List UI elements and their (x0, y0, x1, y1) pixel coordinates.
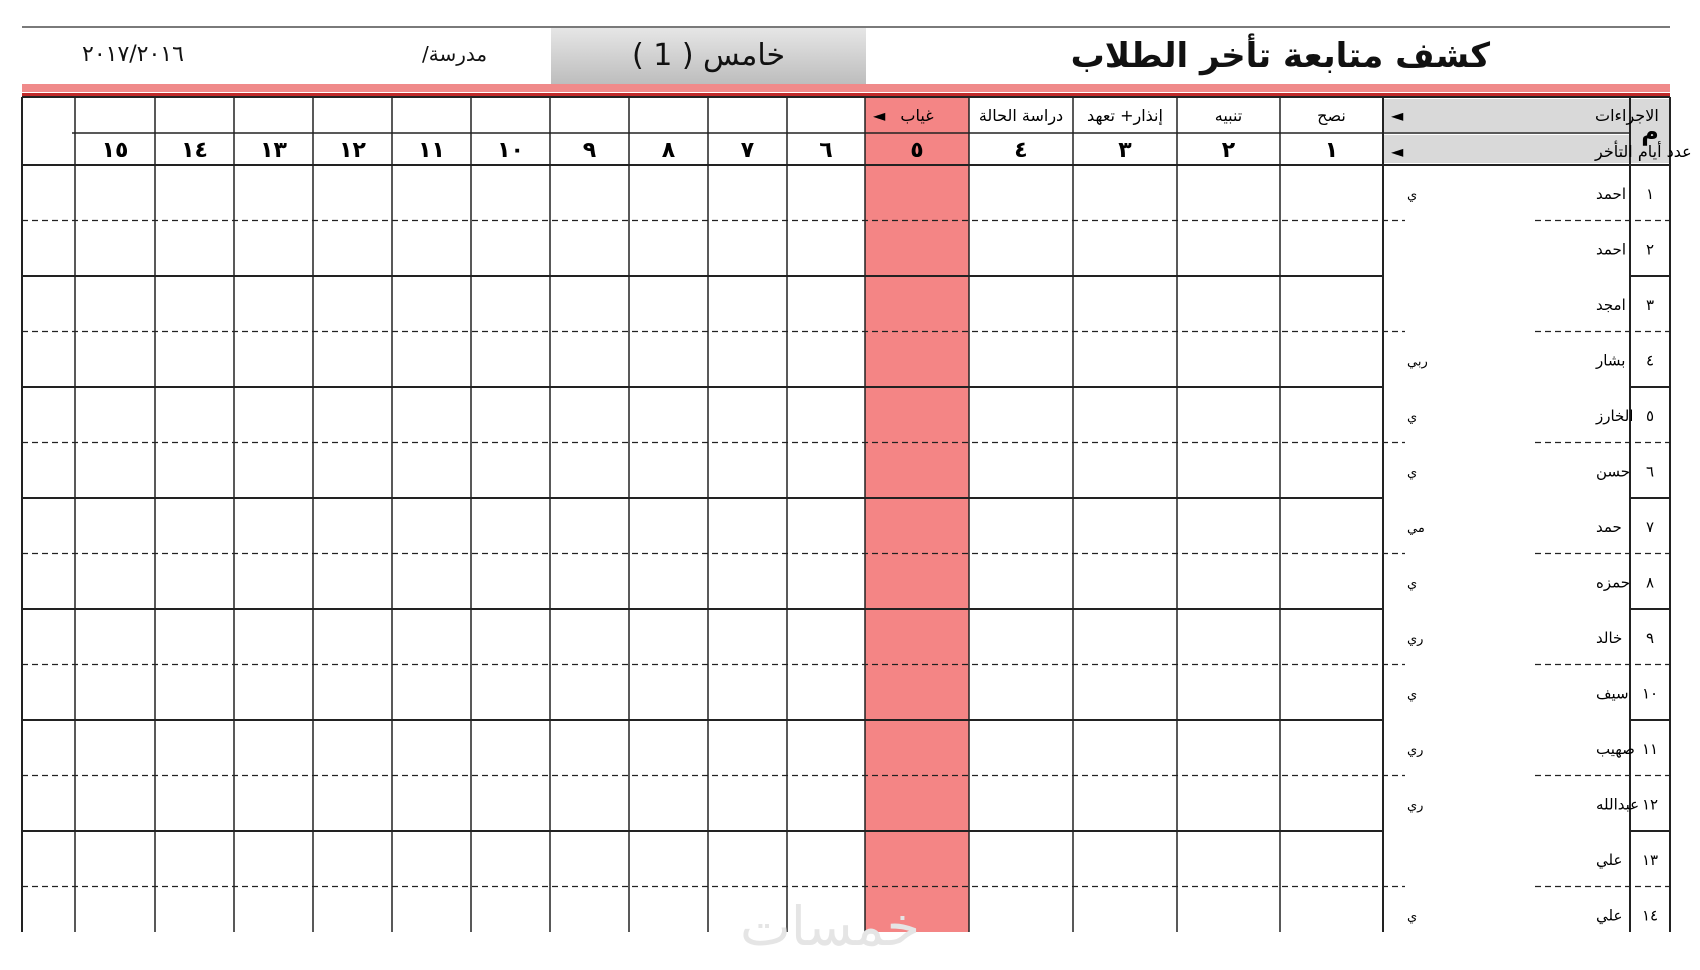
student-name-suffix: مي (1407, 520, 1425, 536)
student-name-suffix: ربي (1407, 354, 1428, 370)
days-header-cell (1383, 135, 1630, 163)
row-number: ٢ (1645, 240, 1655, 259)
day-number: ٩ (582, 138, 597, 163)
day-number: ١١ (418, 138, 445, 163)
class-label: خامس ( 1 ) (551, 28, 866, 84)
days-header-label: عدد أيام التأخر (1595, 142, 1692, 161)
day-number: ٦ (819, 138, 833, 163)
day-number: ٣ (1118, 138, 1132, 163)
student-name: امجد (1596, 295, 1626, 314)
absence-column-highlight (865, 97, 969, 932)
student-name: احمد (1596, 240, 1626, 259)
day-number: ١٤ (181, 138, 208, 163)
actions-header-label: الاجراءات (1595, 106, 1659, 125)
student-name: الخارز (1596, 406, 1634, 425)
student-name: حمزه (1596, 573, 1631, 592)
action-label: تنبيه (1214, 106, 1243, 125)
student-name: علي (1596, 906, 1623, 925)
row-number: ١٠ (1641, 684, 1659, 703)
row-number: ٧ (1645, 517, 1655, 536)
actions-header-arrow: ◄ (1391, 106, 1404, 125)
action-label: غياب (900, 106, 934, 125)
day-number: ١٥ (101, 138, 129, 163)
day-number: ٥ (910, 138, 924, 163)
academic-year: ٢٠١٧/٢٠١٦ (82, 42, 184, 67)
student-name: حسن (1596, 462, 1631, 481)
row-number: ٩ (1645, 628, 1655, 647)
student-name: عبدالله (1596, 795, 1640, 814)
actions-header-cell (1383, 99, 1630, 132)
student-name: صهيب (1596, 739, 1635, 758)
student-name-suffix: ي (1407, 687, 1418, 703)
action-label: دراسة الحالة (978, 106, 1064, 125)
row-number: ٦ (1645, 462, 1655, 481)
day-number: ١٣ (260, 138, 287, 163)
row-number: ٥ (1645, 406, 1655, 425)
row-number: ٤ (1645, 351, 1655, 370)
action-label: نصح (1317, 106, 1346, 125)
row-number: ١٤ (1641, 906, 1659, 925)
row-number: ١١ (1641, 739, 1659, 758)
index-header-label: م (1641, 118, 1659, 146)
row-number: ١٢ (1641, 795, 1659, 814)
row-number: ١٣ (1641, 850, 1659, 869)
row-number: ٨ (1645, 573, 1655, 592)
days-header-arrow: ◄ (1391, 142, 1404, 161)
student-name-suffix: ي (1407, 909, 1418, 925)
day-number: ٤ (1014, 138, 1028, 163)
student-name-suffix: ي (1407, 576, 1418, 592)
student-name: بشار (1596, 351, 1626, 370)
day-number: ١٠ (497, 138, 524, 163)
action-label: إنذار+ تعهد (1087, 106, 1163, 125)
day-number: ٧ (740, 138, 755, 163)
student-name-suffix: ي (1407, 187, 1418, 203)
day-number: ١٢ (339, 138, 366, 163)
student-name: احمد (1596, 184, 1626, 203)
student-name: سيف (1596, 684, 1629, 703)
student-name-suffix: ري (1407, 798, 1424, 814)
day-number: ٨ (661, 138, 676, 163)
student-name: حمد (1596, 517, 1622, 536)
student-name: خالد (1596, 628, 1623, 647)
student-name-suffix: ي (1407, 465, 1418, 481)
school-label: مدرسة/ (422, 42, 488, 66)
day-number: ٢ (1221, 138, 1236, 163)
absence-arrow: ◄ (873, 106, 886, 125)
student-name: علي (1596, 850, 1623, 869)
page-title: كشف متابعة تأخر الطلاب (1070, 36, 1490, 76)
row-number: ٣ (1645, 295, 1655, 314)
student-name-suffix: ري (1407, 631, 1424, 647)
watermark: خمسات (740, 895, 921, 958)
day-number: ١ (1324, 138, 1339, 163)
student-name-suffix: ري (1407, 742, 1424, 758)
row-number: ١ (1645, 184, 1655, 203)
student-name-suffix: ي (1407, 409, 1418, 425)
